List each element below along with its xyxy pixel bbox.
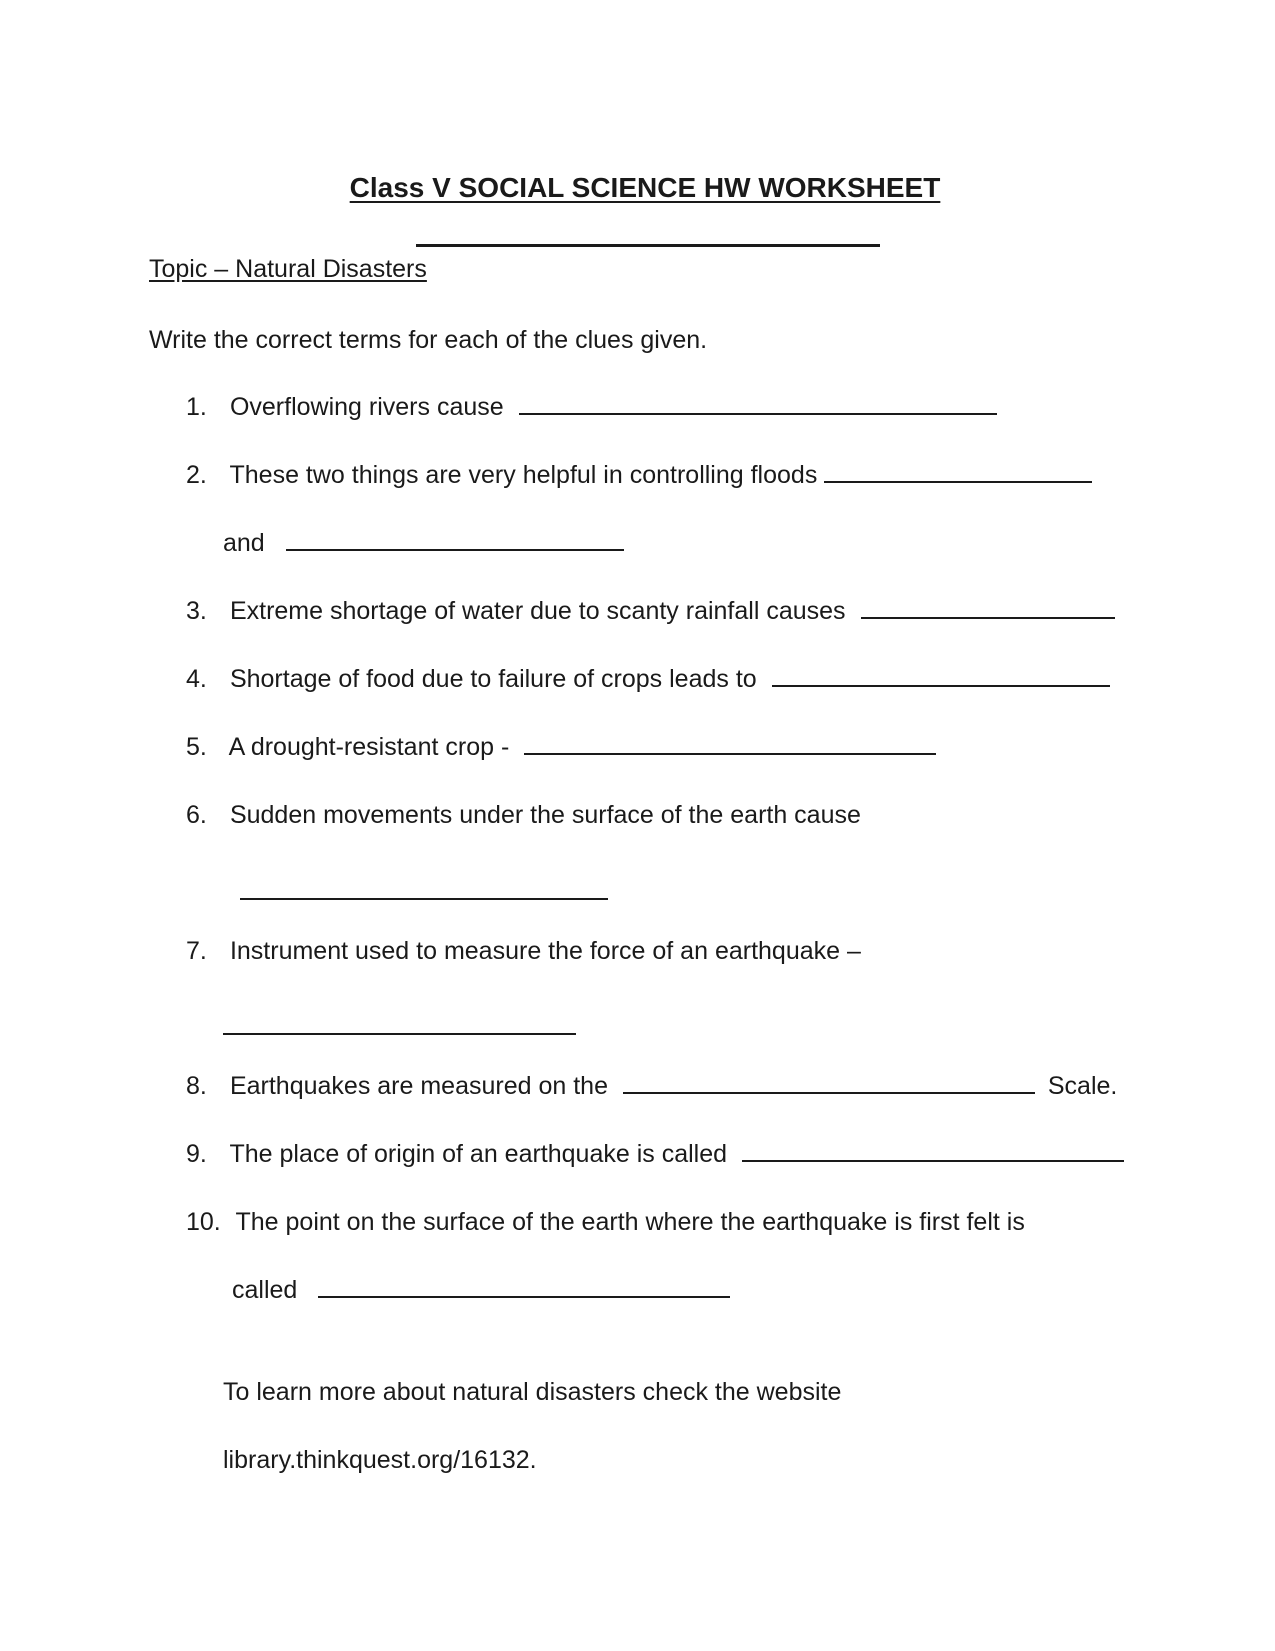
question-8 — [186, 1072, 1117, 1101]
answer-blank[interactable] — [519, 393, 997, 415]
answer-blank[interactable] — [623, 1072, 1035, 1094]
question-1 — [186, 393, 997, 422]
question-text: The place of origin of an earthquake is called — [229, 1140, 728, 1168]
question-text: Extreme shortage of water due to scanty rainfall causes — [229, 597, 846, 625]
question-number: 7. — [186, 937, 207, 965]
answer-blank[interactable] — [223, 1033, 576, 1035]
question-text: Earthquakes are measured on the — [229, 1072, 608, 1100]
question-2 — [186, 461, 1092, 490]
answer-blank[interactable] — [824, 461, 1092, 483]
topic-heading: Topic – Natural Disasters — [149, 255, 427, 283]
question-6 — [186, 801, 861, 830]
question-text: Instrument used to measure the force of an earthquake – — [229, 937, 861, 965]
question-suffix: Scale. — [1047, 1072, 1118, 1100]
footer-note: To learn more about natural disasters check the website — [223, 1378, 842, 1406]
question-text: Overflowing rivers cause — [229, 393, 504, 421]
question-7 — [186, 937, 861, 966]
answer-blank[interactable] — [772, 665, 1110, 687]
worksheet-title: Class V SOCIAL SCIENCE HW WORKSHEET — [349, 172, 941, 203]
title-name-line — [416, 244, 880, 247]
continuation-text: and — [223, 529, 265, 557]
question-text: Shortage of food due to failure of crops leads to — [229, 665, 757, 693]
question-text: Sudden movements under the surface of the earth cause — [229, 801, 861, 829]
question-number: 6. — [186, 801, 207, 829]
question-number: 4. — [186, 665, 207, 693]
question-number: 8. — [186, 1072, 207, 1100]
question-10 — [186, 1208, 1025, 1237]
continuation-text: called — [232, 1276, 298, 1304]
answer-blank[interactable] — [286, 529, 624, 551]
answer-blank[interactable] — [524, 733, 936, 755]
question-10-continuation — [232, 1276, 730, 1305]
question-text: The point on the surface of the earth where the earthquake is first felt is — [235, 1208, 1025, 1236]
question-number: 10. — [186, 1208, 221, 1236]
question-9 — [186, 1140, 1124, 1169]
question-2-continuation — [223, 529, 624, 558]
instruction-text: Write the correct terms for each of the clues given. — [149, 326, 708, 354]
question-number: 2. — [186, 461, 207, 489]
question-3 — [186, 597, 1115, 626]
answer-blank[interactable] — [240, 898, 608, 900]
answer-blank[interactable] — [861, 597, 1115, 619]
question-number: 9. — [186, 1140, 207, 1168]
question-text: These two things are very helpful in controlling floods — [229, 461, 818, 489]
footer-website-link[interactable]: library.thinkquest.org/16132. — [223, 1446, 537, 1474]
question-5 — [186, 733, 936, 762]
question-number: 1. — [186, 393, 207, 421]
question-text: A drought-resistant crop - — [228, 733, 510, 761]
question-number: 5. — [186, 733, 207, 761]
answer-blank[interactable] — [742, 1140, 1124, 1162]
question-4 — [186, 665, 1110, 694]
answer-blank[interactable] — [318, 1276, 730, 1298]
question-number: 3. — [186, 597, 207, 625]
